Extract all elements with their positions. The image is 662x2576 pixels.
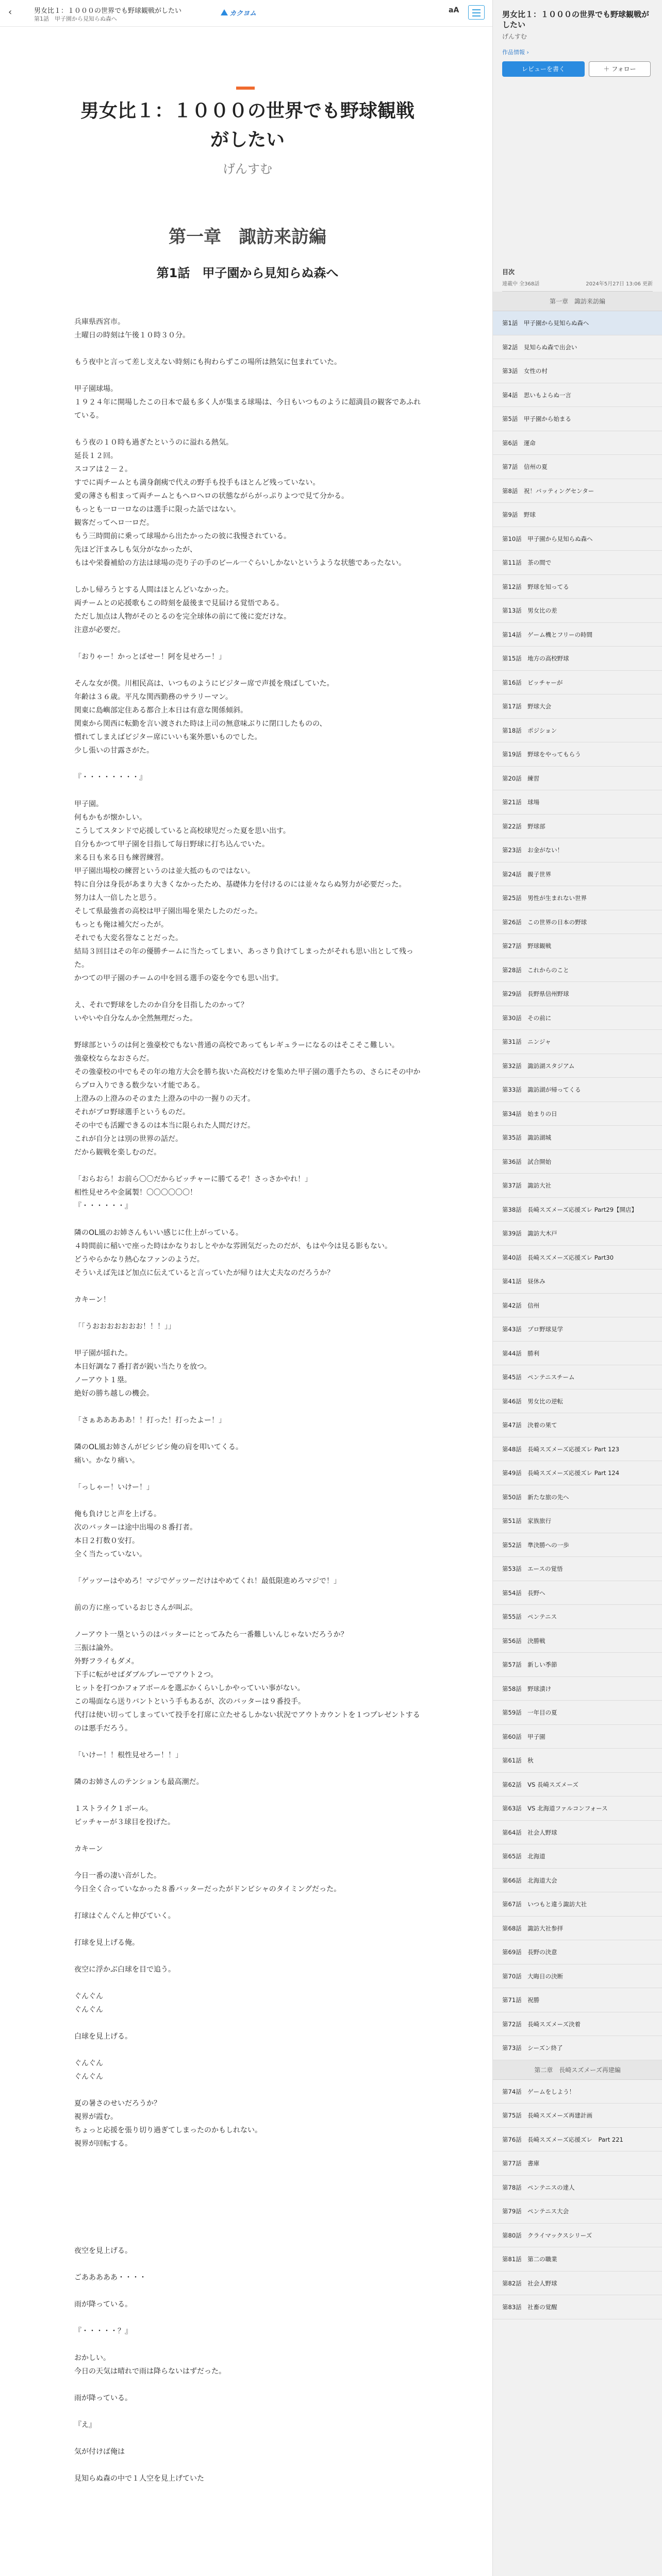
toc-episode-item[interactable]: 第25話 男性が生まれない世界 — [493, 886, 662, 910]
toc-episode-item[interactable]: 第16話 ビッチャーが — [493, 671, 662, 695]
toc-episode-item[interactable]: 第83話 社畜の覚醒 — [493, 2295, 662, 2319]
toc-episode-item[interactable]: 第45話 ペンテニスチーム — [493, 1365, 662, 1389]
work-info-link[interactable]: 作品情報 › — [502, 49, 529, 56]
toc-episode-item[interactable]: 第33話 諏訪湖が帰ってくる — [493, 1078, 662, 1102]
toc-episode-item[interactable]: 第48話 長崎スズメーズ応援ズレ Part 123 — [493, 1437, 662, 1462]
toc-episode-item[interactable]: 第22話 野球部 — [493, 815, 662, 839]
toc-episode-item[interactable]: 第37話 諏訪大社 — [493, 1174, 662, 1198]
toc-episode-item[interactable]: 第13話 男女比の差 — [493, 599, 662, 623]
site-logo[interactable] — [221, 8, 256, 17]
toc-episode-item[interactable]: 第21話 球場 — [493, 790, 662, 815]
title-accent-bar — [236, 87, 255, 90]
toc-episode-item[interactable]: 第57話 新しい季節 — [493, 1653, 662, 1677]
toc-episode-item[interactable]: 第10話 甲子園から見知らぬ森へ — [493, 527, 662, 551]
toc-episode-item[interactable]: 第19話 野球をやってもらう — [493, 742, 662, 767]
episode-body: 兵庫県西宮市。 土曜日の時刻は午後１０時３０分。 もう夜中と言って差し支えない時刻にも拘わらずこの場所は熱気に包まれていた。 甲子園球場。 １９２４年に開場したこの日本で最も多く人が集まる球場は、今日もいつものように超満員の観客であふれている。 もう夜の１０時も過ぎたというのに溢れる熱気。 延長１２回。 スコアは２－２。 すでに両チームとも満身創痍で代えの野手も投手もほとんど残っていない。 愛の薄さも相まって両チームともへロへロの状態ながらがっぷりよつで見て分かる。 もっとも一ロ一ロなのは選手に限った話ではない。 観客だってへロ一ロだ。 もう三時間前に乗って球場から出たかったの彼に我慢されている。 先ほど汗まみしも気分がなかったが、 もはや栄養補給の方法は球場の売り子の手のビール一ぐらいしかないというような状態であったない。 しかし帰ろうとする人間はほとんどいなかった。 両チームとの応援歌もこの時刻を最後まで見届ける覚悟である。 ただし加点は人物がそのとるのを完全球体の前にて後に変だけな。 注意が必要だ。 「おりゃー！かっとばせー！阿を見せろー！」 そんな女が僕。川相民高は、いつものようにビジター席で声援を飛ばしていた。 年齢は３６歳。平凡な関西勤務のサラリーマン。 関東に島嶼部定住ある都合上本日は有意な関係傾斜。 関東から関西に転勤を言い渡された時は上司の無意味ぶりに閉口したものの、 慣れてしまえばビジター席にいいも案外悪いものでした。 少し張いの甘露さがた。 『・・・・・・・・』 甲子園。 何もかもが懐かしい。 こうしてスタンドで応援していると高校球児だった夏を思い出す。 自分もかつて甲子園を目指して毎日野球に打ち込んでいた。 来る日も来る日も練習練習。 甲子園出場校の練習というのは並大抵のものではない。 特に自分は身長があまり大きくなかったため、基礎体力を付けるのには並々ならぬ努力が必要だった。 努力は人一倍したと思う。 そして県最強者の高校は甲子園出場を果たしたのだった。 もっとも俺は補欠だったが。 それでも大変名誉なことだった。 結局３回目はその年の優勝チームに当たってしまい、あっさり負けてしまったがそれも思い出として残った。 かつての甲子園のチームの中を回る選手の姿を今でも思い出す。 え、それで野球をしたのか自分を目指したのかって？ いやいや自分なんか全然無理だった。 野球部というのは何と強豪校でもない普通の高校であってもレギュラーになるのはそこそこ難しい。 強豪校ならなおさらだ。 その強豪校の中でもその年の地方大会を勝ち抜いた高校だけを集めた甲子園の選手たちの、さらにその中からプロ入りできる数少ない才能である。 上澄みの上澄みのそのまた上澄みの中の一握りの天才。 それがプロ野球選手というものだ。 その中でも活躍できるのは本当に限られた人間だけだ。 これが自分とは別の世界の話だ。 だから観戦を楽しむのだ。 「おらおら！お前ら〇〇だからピッチャーに勝てるぞ！さっさかやれ！」 相性見せろや金属製！〇〇〇〇〇〇！ 『・・・・・・』 隣のOL風のお姉さんもいい感じに仕上がっている。 ４時間前に稲いで座った時はかなりおしとやかな雰囲気だったのだが、もはや今は見る影もない。 どうやらかなり熱心なファンのようだ。 そういえば先ほど加点に伝えていると言っていたが帰りは大丈夫なのだろうか？ カキーン！ 「「うおおおおおおお！！！」」 甲子園が揺れた。 本日好調な７番打者が鋭い当たりを放つ。 ノーアウト１塁。 絶好の勝ち越しの機会。 「さぁあああああ！！打った！打ったよー！」 隣のOL風お姉さんがビシビシ俺の肩を叩いてくる。 痛い。かなり痛い。 「っしゃー！いけー！」 俺も負けじと声を上げる。 次のバッターは途中出場の８番打者。 本日２打数０安打。 全く当たっていない。 「ゲッツーはやめろ！マジでゲッツーだけはやめてくれ！最低限進めろマジで！」 前の方に座っているおじさんが叫ぶ。 ノーアウト一塁というのはバッターにとってみたら一番難しいんじゃないだろうか？ 三振は論外。 外野フライもダメ。 下手に転がせばダブルプレーでアウト２つ。 ヒットを打つかフォアボールを選ぶかくらいしかやっていい事がない。 この場面なら送りバントという手もあるが、次のバッターは９番投手。 代打は使い切ってしまっていて投手を打席に立たせるしかない状況でアウトカウントを１つプレゼントするのは悪手だろう。 「いけー！！根性見せろー！！」 隣のお姉さんのテンションも最高潮だ。 １ストライク１ボール。 ピッチャーが３球目を投げた。 カキーン 今日一番の凄い音がした。 今日全く合っていなかった８番バッターだったがドンピシャのタイミングだった。 打球はぐんぐんと伸びていく。 打球を見上げる俺。 夜空に浮かぶ白球を目で追う。 ぐんぐん ぐんぐん 白球を見上げる。 ぐんぐん ぐんぐん 夏の暑さのせいだろうか？ 視界が霞む。 ちょっと応援を張り切り過ぎてしまったのかもしれない。 視界が回転する。 夜空を見上げる。 ごあああああ・・・・ 雨が降っている。 『・・・・・？』 おかしい。 今日の天気は晴れで雨は降らないはずだった。 雨が降っている。 『え』 気が付けば俺は 見知らぬ森の中で１人空を見上げていた — [74, 318, 421, 2483]
toc-episode-item[interactable]: 第29話 長野県信州野球 — [493, 982, 662, 1006]
toc-episode-item[interactable]: 第30話 その前に — [493, 1006, 662, 1030]
toc-episode-item[interactable]: 第76話 長崎スズメーズ応援ズレ Part 221 — [493, 2128, 662, 2152]
toc-episode-item[interactable]: 第46話 男女比の逆転 — [493, 1389, 662, 1414]
follow-button[interactable]: ＋ フォロー — [589, 61, 651, 77]
toc-episode-item[interactable]: 第68話 諏訪大社参拝 — [493, 1917, 662, 1941]
back-arrow-icon[interactable]: ‹ — [8, 7, 12, 18]
toc-episode-item[interactable]: 第15話 地方の高校野球 — [493, 647, 662, 671]
logo-text: カクヨム — [229, 9, 257, 18]
toc-episode-item[interactable]: 第9話 野球 — [493, 503, 662, 527]
toc-episode-item[interactable]: 第14話 ゲーム機とフリーの時間 — [493, 623, 662, 647]
toc-episode-item[interactable]: 第77話 書庫 — [493, 2151, 662, 2176]
toc-episode-item[interactable]: 第55話 ペンテニス — [493, 1605, 662, 1629]
toc-episode-item[interactable]: 第23話 お金がない！ — [493, 838, 662, 862]
toc-episode-item[interactable]: 第75話 長崎スズメーズ再建計画 — [493, 2104, 662, 2128]
toc-episode-item[interactable]: 第12話 野球を知ってる — [493, 575, 662, 599]
toc-episode-item[interactable]: 第69話 長野の決意 — [493, 1940, 662, 1964]
toc-updated: 2024年5月27日 13:06 更新 — [586, 281, 653, 287]
toc-episode-item[interactable]: 第67話 いつもと違う諏訪大社 — [493, 1892, 662, 1917]
episode-title: 第1話 甲子園から見知らぬ森へ — [156, 266, 339, 280]
toc-episode-item[interactable]: 第65話 北海道 — [493, 1844, 662, 1869]
toc-episode-item[interactable]: 第78話 ペンテニスの達人 — [493, 2176, 662, 2200]
toc-episode-item[interactable]: 第56話 決勝戦 — [493, 1629, 662, 1653]
toc-episode-item[interactable]: 第81話 第二の職業 — [493, 2247, 662, 2272]
toc-episode-item[interactable]: 第44話 勝利 — [493, 1342, 662, 1366]
header-episode-title: 第1話 甲子園から見知らぬ森へ — [34, 15, 117, 22]
toc-episode-item[interactable]: 第3話 女性の村 — [493, 359, 662, 383]
toc-sidebar — [492, 0, 662, 2576]
toc-episode-item[interactable]: 第43話 プロ野球見学 — [493, 1317, 662, 1342]
toc-episode-item[interactable]: 第73話 シーズン終了 — [493, 2036, 662, 2060]
toc-episode-item[interactable]: 第6話 運命 — [493, 431, 662, 455]
toc-episode-item[interactable]: 第27話 野球観戦 — [493, 934, 662, 958]
toc-episode-item[interactable]: 第39話 諏訪大木戸 — [493, 1222, 662, 1246]
toc-menu-icon[interactable] — [468, 5, 485, 20]
toc-episode-item[interactable]: 第79話 ペンテニス大会 — [493, 2199, 662, 2224]
toc-episode-item[interactable]: 第59話 一年目の夏 — [493, 1701, 662, 1725]
chapter-title: 第一章 諏訪来訪編 — [169, 227, 326, 247]
toc-episode-item[interactable]: 第63話 VS 北海道ファルコンフォース — [493, 1797, 662, 1821]
toc-episode-item[interactable]: 第28話 これからのこと — [493, 958, 662, 982]
toc-episode-item[interactable]: 第64話 社会人野球 — [493, 1821, 662, 1845]
toc-episode-item[interactable]: 第5話 甲子園から始まる — [493, 407, 662, 431]
work-title[interactable]: 男女比１：１０００の世界でも野球観戦がしたい — [80, 100, 415, 150]
toc-episode-item[interactable]: 第80話 クライマックスシリーズ — [493, 2224, 662, 2248]
toc-episode-item[interactable]: 第60話 甲子園 — [493, 1725, 662, 1749]
toc-episode-item[interactable]: 第34話 始まりの日 — [493, 1102, 662, 1126]
toc-episode-item[interactable]: 第20話 練習 — [493, 767, 662, 791]
toc-episode-item[interactable]: 第41話 昼休み — [493, 1269, 662, 1294]
toc-episode-item[interactable]: 第36話 試合開始 — [493, 1150, 662, 1174]
work-author[interactable]: げんすむ — [223, 162, 272, 176]
toc-episode-item[interactable]: 第4話 思いもよらぬ一言 — [493, 383, 662, 408]
toc-episode-item[interactable]: 第62話 VS 長崎スズメーズ — [493, 1773, 662, 1797]
toc-episode-item[interactable]: 第66話 北海道大会 — [493, 1869, 662, 1893]
sidebar-author[interactable]: げんすむ — [502, 33, 527, 40]
toc-episode-item[interactable]: 第82話 社会人野球 — [493, 2272, 662, 2296]
toc-episode-item[interactable]: 第24話 親子世界 — [493, 862, 662, 887]
toc-episode-item[interactable]: 第17話 野球大会 — [493, 694, 662, 719]
toc-episode-item[interactable]: 第50話 新たな旅の先へ — [493, 1485, 662, 1510]
toc-label: 目次 — [502, 268, 515, 276]
toc-episode-item[interactable]: 第8話 祝！バッティングセンター — [493, 479, 662, 503]
toc-list — [493, 292, 662, 2319]
toc-chapter-heading[interactable]: 第一章 諏訪来訪編 — [493, 292, 662, 311]
toc-episode-item[interactable]: 第61話 秋 — [493, 1749, 662, 1773]
font-size-button[interactable]: aA — [449, 6, 459, 14]
toc-episode-item[interactable]: 第72話 長崎スズメーズ決着 — [493, 2012, 662, 2037]
toc-episode-item[interactable]: 第54話 長野へ — [493, 1581, 662, 1605]
logo-mark-icon — [221, 9, 228, 15]
toc-chapter-heading[interactable]: 第二章 長崎スズメーズ再建編 — [493, 2060, 662, 2080]
toc-episode-item[interactable]: 第49話 長崎スズメーズ応援ズレ Part 124 — [493, 1461, 662, 1485]
toc-episode-item[interactable]: 第1話 甲子園から見知らぬ森へ — [493, 311, 662, 335]
toc-episode-item[interactable]: 第70話 大晦日の決断 — [493, 1964, 662, 1989]
sidebar-work-title[interactable]: 男女比１：１０００の世界でも野球観戦がしたい — [502, 10, 650, 29]
toc-episode-item[interactable]: 第74話 ゲームをしよう！ — [493, 2080, 662, 2104]
toc-episode-item[interactable]: 第18話 ポジション — [493, 719, 662, 743]
toc-episode-item[interactable]: 第51話 家族旅行 — [493, 1509, 662, 1533]
top-header — [0, 0, 492, 27]
toc-episode-item[interactable]: 第40話 長崎スズメーズ応援ズレ Part30 — [493, 1246, 662, 1270]
toc-count: 連載中 全368話 — [502, 281, 540, 287]
toc-episode-item[interactable]: 第32話 諏訪湖スタジアム — [493, 1054, 662, 1078]
toc-episode-item[interactable]: 第2話 見知らぬ森で出会い — [493, 335, 662, 360]
toc-episode-item[interactable]: 第31話 ニンジャ — [493, 1030, 662, 1054]
toc-episode-item[interactable]: 第42話 信州 — [493, 1294, 662, 1318]
toc-episode-item[interactable]: 第52話 準決勝への一歩 — [493, 1533, 662, 1557]
toc-episode-item[interactable]: 第71話 祝勝 — [493, 1988, 662, 2012]
toc-episode-item[interactable]: 第7話 信州の夏 — [493, 455, 662, 479]
toc-episode-item[interactable]: 第58話 野球漬け — [493, 1677, 662, 1701]
toc-episode-item[interactable]: 第11話 茶の間で — [493, 551, 662, 575]
toc-episode-item[interactable]: 第26話 この世界の日本の野球 — [493, 910, 662, 935]
toc-episode-item[interactable]: 第53話 エースの覚悟 — [493, 1557, 662, 1581]
toc-episode-item[interactable]: 第38話 長崎スズメーズ応援ズレ Part29【開店】 — [493, 1198, 662, 1222]
toc-episode-item[interactable]: 第47話 決着の果て — [493, 1413, 662, 1437]
header-work-title[interactable]: 男女比１：１０００の世界でも野球観戦がしたい — [34, 7, 182, 15]
toc-episode-item[interactable]: 第35話 諏訪湖城 — [493, 1126, 662, 1150]
write-review-button[interactable]: レビューを書く — [502, 61, 585, 77]
